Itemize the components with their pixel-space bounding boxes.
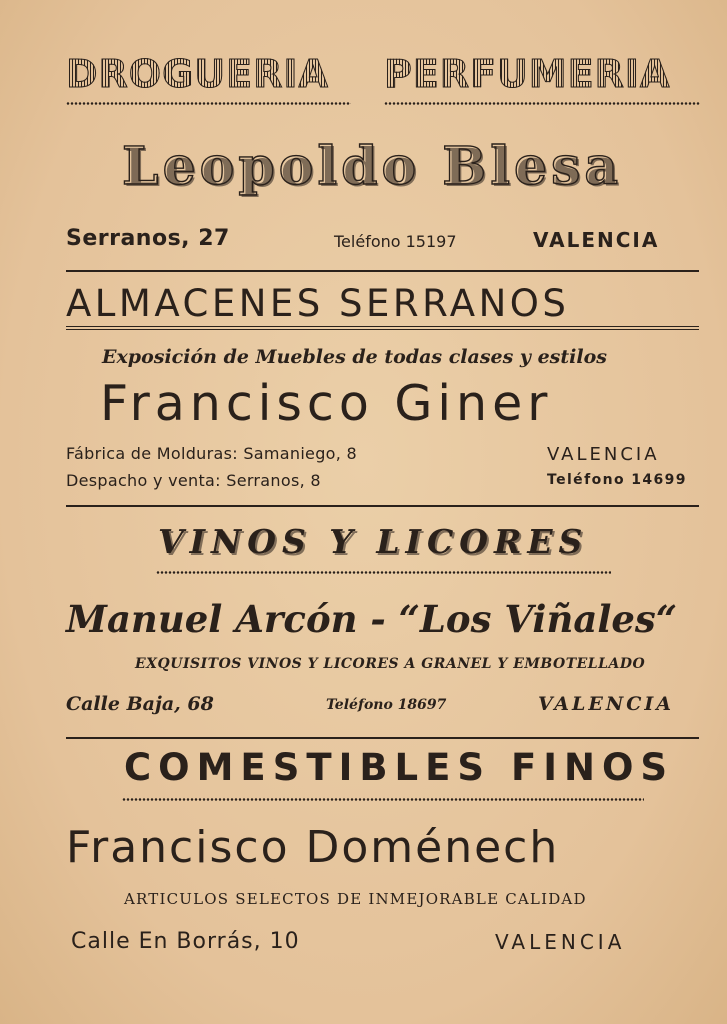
business-name: Manuel Arcón - “Los Viñales“ xyxy=(66,597,678,641)
address-text: Serranos, 27 xyxy=(66,226,230,251)
section-divider xyxy=(66,737,699,739)
address-line: Fábrica de Molduras: Samaniego, 8 xyxy=(66,444,358,463)
city-text: VALENCIA xyxy=(538,693,674,715)
address-text: Calle En Borrás, 10 xyxy=(71,929,300,954)
phone-text: Teléfono 15197 xyxy=(334,232,457,251)
dotted-underline xyxy=(156,570,611,575)
tagline-text: ARTICULOS SELECTOS DE INMEJORABLE CALIDAD xyxy=(124,890,587,908)
tagline-text: Exposición de Muebles de todas clases y estilos xyxy=(102,346,607,368)
city-text: VALENCIA xyxy=(495,930,626,954)
dotted-underline xyxy=(66,101,351,106)
section-heading: VINOS Y LICORES xyxy=(158,522,589,561)
city-text: VALENCIA xyxy=(533,228,660,252)
dotted-underline xyxy=(384,101,700,106)
city-text: VALENCIA xyxy=(547,444,660,465)
perfumeria-heading: PERFUMERIA xyxy=(384,52,671,96)
section-divider xyxy=(66,270,699,272)
double-underline xyxy=(66,326,699,327)
business-name: Francisco Giner xyxy=(100,375,553,432)
phone-text: Teléfono 14699 xyxy=(547,472,687,488)
drogueria-heading: DROGUERIA xyxy=(66,52,329,96)
dotted-underline xyxy=(122,797,644,802)
address-text: Calle Baja, 68 xyxy=(66,693,214,715)
section-divider xyxy=(66,505,699,507)
address-line: Despacho y venta: Serranos, 8 xyxy=(66,471,321,490)
double-underline xyxy=(66,329,699,330)
section-heading: COMESTIBLES FINOS xyxy=(124,746,675,789)
section-heading: ALMACENES SERRANOS xyxy=(66,282,570,325)
tagline-text: EXQUISITOS VINOS Y LICORES A GRANEL Y EMBOTELLADO xyxy=(135,656,646,672)
phone-text: Teléfono 18697 xyxy=(326,697,447,713)
business-name: Leopoldo Blesa xyxy=(122,136,623,197)
business-name: Francisco Doménech xyxy=(66,822,560,873)
